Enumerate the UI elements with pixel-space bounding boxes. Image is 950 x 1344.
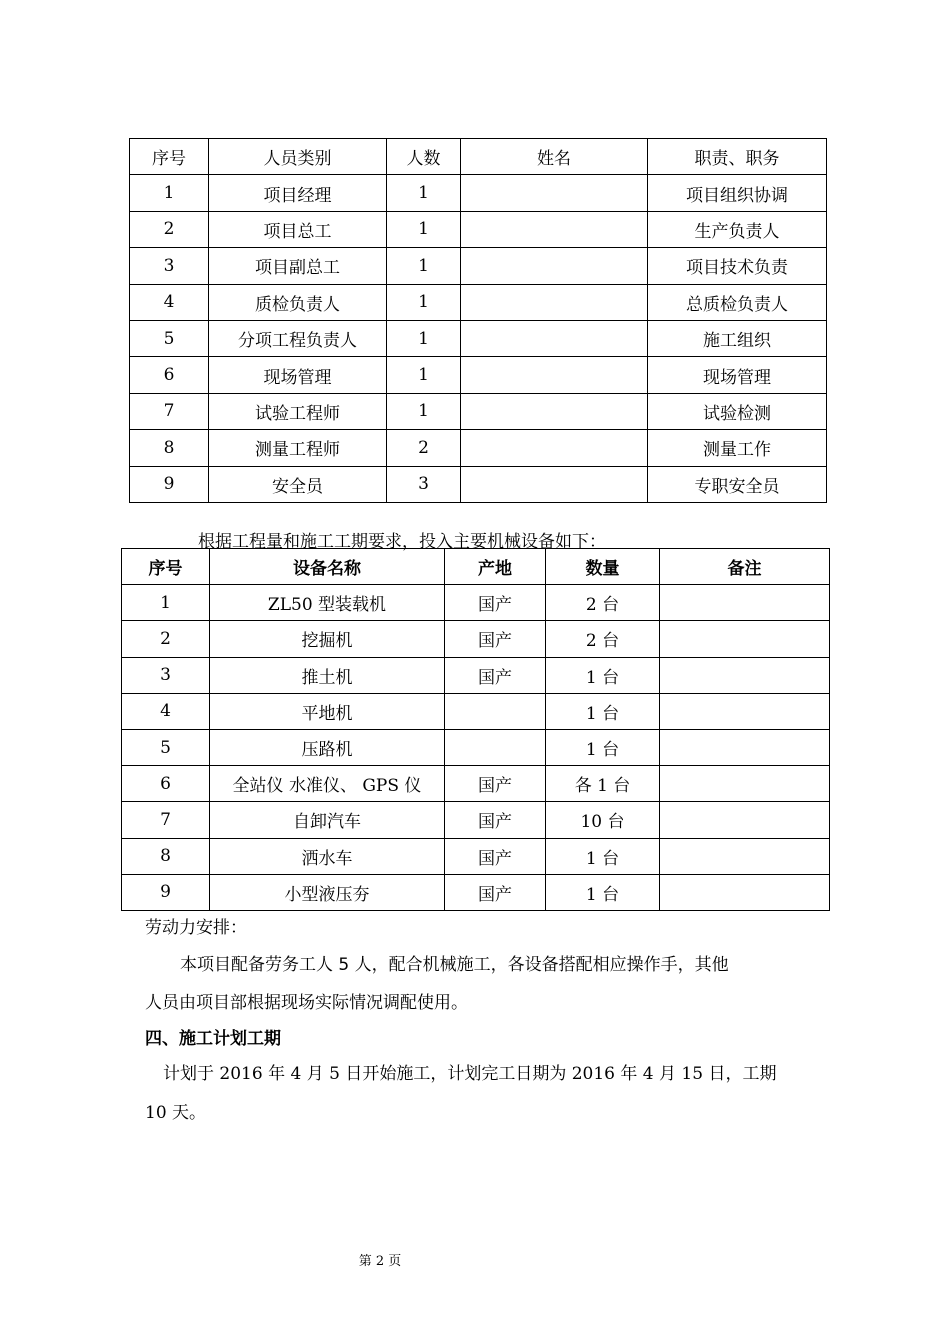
table-cell: 1 (387, 393, 461, 429)
table-cell (461, 175, 648, 211)
table-cell: 试验工程师 (209, 393, 387, 429)
table-cell (445, 693, 546, 729)
table-cell: 测量工作 (648, 430, 827, 466)
table-header-row (130, 139, 827, 175)
table-row (130, 320, 827, 356)
table-cell: 测量工程师 (209, 430, 387, 466)
table-cell: 8 (130, 430, 209, 466)
table-cell: 全站仪 水准仪、 GPS 仪 (210, 766, 445, 802)
header-cell: 产地 (445, 549, 546, 585)
table-cell: 项目副总工 (209, 248, 387, 284)
table-cell: 10 台 (546, 802, 660, 838)
table-cell: 国产 (445, 621, 546, 657)
table-cell (660, 657, 830, 693)
table-cell (461, 248, 648, 284)
table-cell: 生产负责人 (648, 211, 827, 247)
labor-paragraph-line-1: 本项目配备劳务工人 5 人，配合机械施工，各设备搭配相应操作手，其他 (180, 955, 729, 975)
table-row (122, 838, 830, 874)
page-number: 第 2 页 (358, 1254, 402, 1269)
table-cell: 国产 (445, 874, 546, 910)
table-cell: 8 (122, 838, 210, 874)
table-row (122, 621, 830, 657)
table-cell (461, 393, 648, 429)
section-heading: 四、施工计划工期 (145, 1029, 281, 1049)
table-cell: 9 (122, 874, 210, 910)
table-cell: 现场管理 (209, 357, 387, 393)
table-cell: 7 (122, 802, 210, 838)
table-cell: 1 (387, 211, 461, 247)
header-cell: 职责、职务 (648, 139, 827, 175)
table-cell: 施工组织 (648, 320, 827, 356)
table-cell: 1 台 (546, 657, 660, 693)
table-cell (660, 802, 830, 838)
table-cell: 2 台 (546, 585, 660, 621)
table-cell: 1 台 (546, 838, 660, 874)
table-cell: 各 1 台 (546, 766, 660, 802)
table-cell: 1 (387, 284, 461, 320)
table-cell: 小型液压夯 (210, 874, 445, 910)
table-cell (461, 211, 648, 247)
table-row (130, 211, 827, 247)
table-row (122, 693, 830, 729)
table-cell: 压路机 (210, 729, 445, 765)
table-cell: 自卸汽车 (210, 802, 445, 838)
table-row (122, 729, 830, 765)
schedule-line-2: 10 天。 (145, 1103, 207, 1123)
table-cell: 9 (130, 466, 209, 502)
table-cell: 总质检负责人 (648, 284, 827, 320)
table-cell: 分项工程负责人 (209, 320, 387, 356)
table-cell (461, 430, 648, 466)
table-cell: 国产 (445, 838, 546, 874)
table-cell (660, 766, 830, 802)
table-row (130, 284, 827, 320)
table-cell (660, 874, 830, 910)
equipment-table (121, 548, 830, 911)
header-cell: 序号 (122, 549, 210, 585)
table-cell: ZL50 型装载机 (210, 585, 445, 621)
table-cell: 试验检测 (648, 393, 827, 429)
table-cell (461, 357, 648, 393)
table-cell: 质检负责人 (209, 284, 387, 320)
table-cell: 洒水车 (210, 838, 445, 874)
header-cell: 人员类别 (209, 139, 387, 175)
labor-title: 劳动力安排： (145, 918, 247, 938)
table-cell: 专职安全员 (648, 466, 827, 502)
table-cell: 平地机 (210, 693, 445, 729)
header-cell: 设备名称 (210, 549, 445, 585)
table-row (130, 357, 827, 393)
header-cell: 序号 (130, 139, 209, 175)
table-cell: 1 (387, 175, 461, 211)
header-cell: 数量 (546, 549, 660, 585)
table-row (122, 874, 830, 910)
table-cell: 项目技术负责 (648, 248, 827, 284)
table-cell: 现场管理 (648, 357, 827, 393)
table-cell: 安全员 (209, 466, 387, 502)
table-cell: 1 (130, 175, 209, 211)
table-cell: 1 (387, 320, 461, 356)
personnel-table (129, 138, 827, 503)
table-cell: 3 (130, 248, 209, 284)
table-cell: 6 (122, 766, 210, 802)
table-cell: 项目总工 (209, 211, 387, 247)
table-cell: 2 (387, 430, 461, 466)
table-cell: 5 (130, 320, 209, 356)
table-row (122, 802, 830, 838)
table-row (122, 585, 830, 621)
table-cell: 推土机 (210, 657, 445, 693)
table-cell (461, 466, 648, 502)
labor-paragraph-line-2: 人员由项目部根据现场实际情况调配使用。 (145, 993, 468, 1013)
table-cell: 7 (130, 393, 209, 429)
header-cell: 备注 (660, 549, 830, 585)
table-cell (445, 729, 546, 765)
table-cell: 3 (122, 657, 210, 693)
table-row (130, 175, 827, 211)
table-cell: 2 (130, 211, 209, 247)
header-cell: 人数 (387, 139, 461, 175)
table-cell: 1 台 (546, 874, 660, 910)
table-row (130, 466, 827, 502)
table-row (130, 393, 827, 429)
table-row (130, 248, 827, 284)
table-row (122, 657, 830, 693)
table-cell: 国产 (445, 802, 546, 838)
table-cell: 2 台 (546, 621, 660, 657)
equipment-intro: 根据工程量和施工工期要求，投入主要机械设备如下： (198, 532, 606, 552)
table-cell (660, 729, 830, 765)
table-row (130, 430, 827, 466)
schedule-line-1: 计划于 2016 年 4 月 5 日开始施工，计划完工日期为 2016 年 4 月 15 日，工期 (163, 1064, 777, 1084)
table-header-row (122, 549, 830, 585)
table-cell (660, 585, 830, 621)
table-row (122, 766, 830, 802)
table-cell: 1 (122, 585, 210, 621)
table-cell (461, 320, 648, 356)
header-cell: 姓名 (461, 139, 648, 175)
table-cell: 1 台 (546, 693, 660, 729)
table-cell: 6 (130, 357, 209, 393)
table-cell: 5 (122, 729, 210, 765)
table-cell: 1 台 (546, 729, 660, 765)
table-cell: 项目经理 (209, 175, 387, 211)
table-cell (660, 693, 830, 729)
table-cell: 挖掘机 (210, 621, 445, 657)
table-cell: 国产 (445, 585, 546, 621)
table-cell: 1 (387, 357, 461, 393)
table-cell (660, 621, 830, 657)
table-cell (660, 838, 830, 874)
table-cell: 国产 (445, 766, 546, 802)
table-cell: 国产 (445, 657, 546, 693)
table-cell: 4 (122, 693, 210, 729)
table-cell: 项目组织协调 (648, 175, 827, 211)
table-cell: 3 (387, 466, 461, 502)
table-cell: 2 (122, 621, 210, 657)
table-cell: 1 (387, 248, 461, 284)
table-cell (461, 284, 648, 320)
table-cell: 4 (130, 284, 209, 320)
